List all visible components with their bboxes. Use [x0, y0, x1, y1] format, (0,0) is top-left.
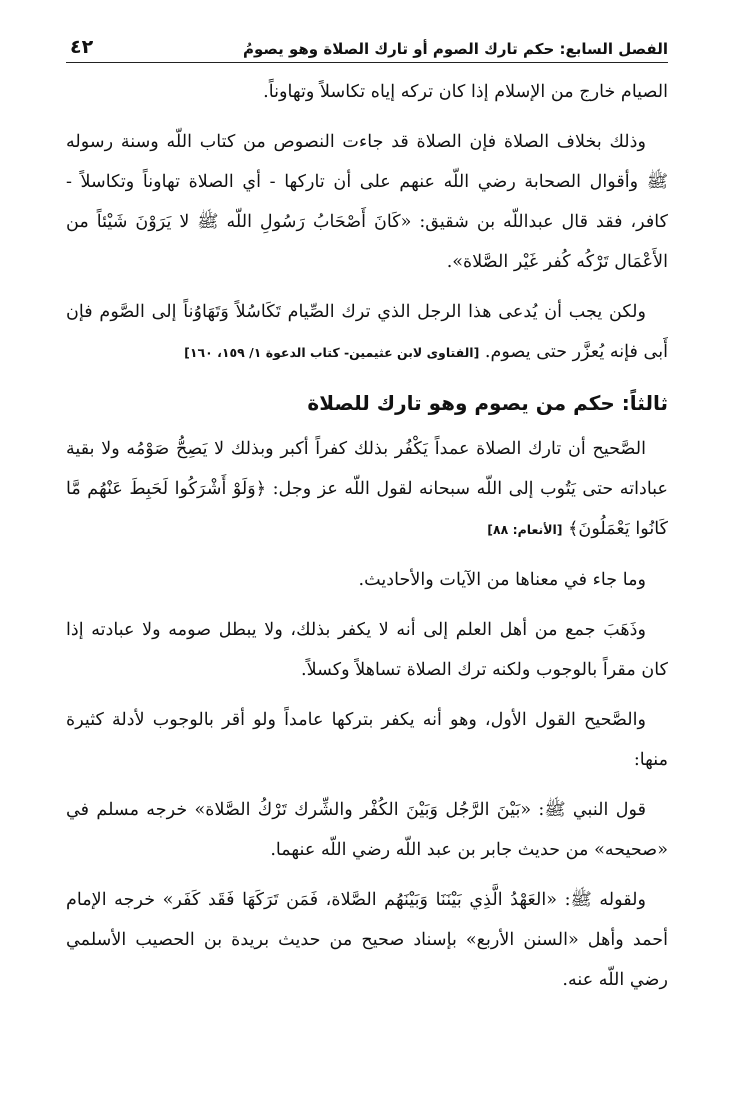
chapter-title: الفصل السابع: حكم تارك الصوم أو تارك الصلاة وهو يصومُ	[242, 40, 668, 58]
paragraph-3-text: ولكن يجب أن يُدعى هذا الرجل الذي ترك الصِّيام تَكَاسُلاً وَتَهَاوُناً إلى الصَّوم فإن أَبى فإنه يُعزَّر حتى يصوم.	[66, 302, 668, 362]
fatawa-citation: [الفتاوى لابن عثيمين- كتاب الدعوة ١/ ١٥٩، ١٦٠]	[184, 345, 480, 360]
paragraph-9: ولقوله ﷺ: «العَهْدُ الَّذِي بَيْنَنَا وَبَيْنَهُم الصَّلاة، فَمَن تَرَكَهَا فَقَد كَفَر» خرجه الإمام أحمد وأهل «السنن الأربع» بإسناد صحيح من حديث بريدة بن الحصيب الأسلمي رضي اللّه عنه.	[66, 890, 668, 990]
paragraph-2: وذلك بخلاف الصلاة فإن الصلاة قد جاءت النصوص من كتاب اللّه وسنة رسوله ﷺ وأقوال الصحابة رضي اللّه عنهم على أن تاركها - أي الصلاة تهاوناً وتكاسلاً - كافر، فقد قال عبداللّه بن شقيق: «كَانَ أَصْحَابُ رَسُولِ اللّه ﷺ لا يَرَوْنَ شَيْئاً من الأَعْمَال تَرْكُه كُفر غَيْر الصَّلاة».	[66, 132, 668, 272]
paragraph-3	[66, 292, 668, 373]
page-body	[66, 72, 668, 1010]
page-number: ٤٢	[70, 36, 94, 58]
paragraph-1: الصيام خارج من الإسلام إذا كان تركه إياه تكاسلاً وتهاوناً.	[263, 82, 668, 102]
paragraph-5: وما جاء في معناها من الآيات والأحاديث.	[358, 570, 646, 590]
paragraph-4	[66, 429, 668, 550]
running-header	[66, 30, 668, 63]
paragraph-6: وذَهَبَ جمع من أهل العلم إلى أنه لا يكفر بذلك، ولا يبطل صومه ولا عبادته إذا كان مقراً بالوجوب ولكنه ترك الصلاة تساهلاً وكسلاً.	[66, 620, 668, 680]
paragraph-4-text: الصَّحيح أن تارك الصلاة عمداً يَكْفُر بذلك كفراً أكبر وبذلك لا يَصِحُّ صَوْمُه ولا بقية عباداته حتى يَتُوب إلى اللّه سبحانه لقول اللّه عز وجل: ﴿وَلَوْ أَشْرَكُوا لَحَبِطَ عَنْهُم مَّا كَانُوا يَعْمَلُونَ﴾	[66, 439, 668, 539]
quran-citation: [الأنعام: ٨٨]	[487, 522, 563, 537]
section-heading: ثالثاً: حكم من يصوم وهو تارك للصلاة	[307, 391, 668, 415]
paragraph-8: قول النبي ﷺ: «بَيْنَ الرَّجُل وَبَيْنَ الكُفْر والشِّرك تَرْكُ الصَّلاة» خرجه مسلم في «صحيحه» من حديث جابر بن عبد اللّه رضي اللّه عنهما.	[66, 800, 668, 860]
paragraph-7: والصَّحيح القول الأول، وهو أنه يكفر بتركها عامداً ولو أقر بالوجوب لأدلة كثيرة منها:	[66, 710, 668, 770]
